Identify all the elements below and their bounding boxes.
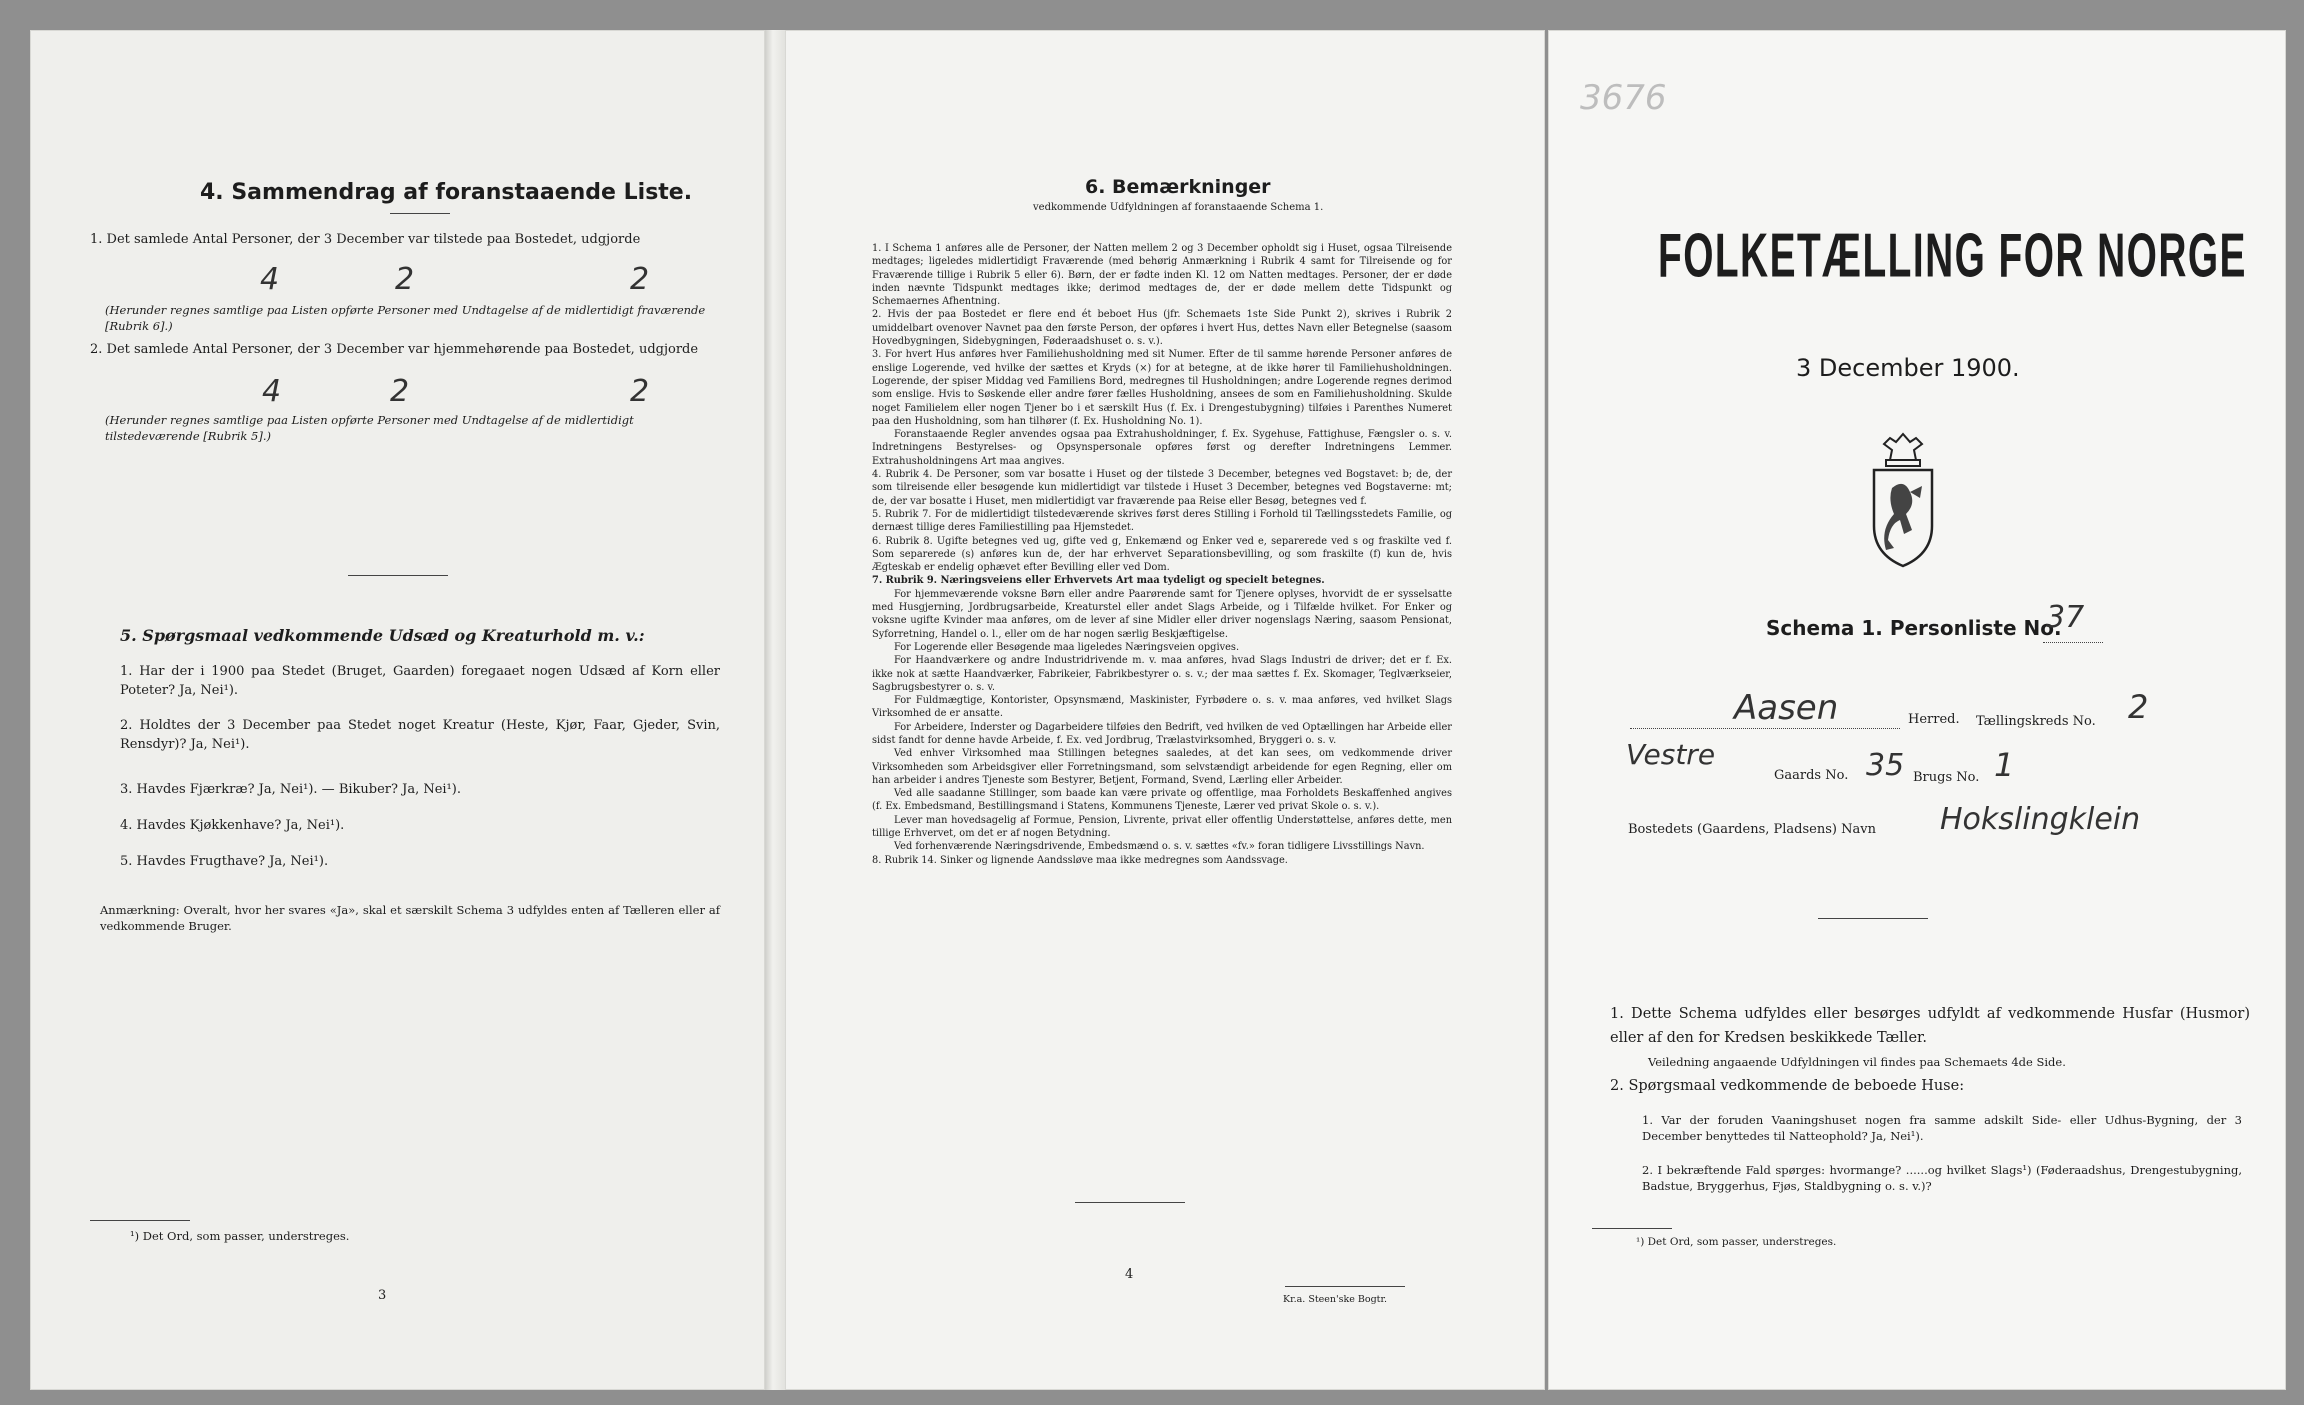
item1-note: (Herunder regnes samtlige paa Listen opførte Personer med Undtagelse af de midlertidigt fraværende [Rubrik 6].) xyxy=(105,303,706,333)
remark-paragraph: For Fuldmægtige, Kontorister, Opsynsmænd, Maskinister, Fyrbødere o. s. v. maa anføres, ved hvilket Slags Virksomhed de er ansatte. xyxy=(872,695,1452,720)
footnote: ¹) Det Ord, som passer, understreges. xyxy=(130,1229,350,1243)
archive-number: 3676 xyxy=(1580,78,1667,118)
remark-paragraph: 2. Hvis der paa Bostedet er flere end ét beboet Hus (jfr. Schemaets 1ste Side Punkt 2), skrives i Rubrik 2 umiddelbart ovenover Navnet paa den første Person, der opføres i hvert Hus, dettes Navn eller Betegnelse (saasom Hovedbygningen, Sidebygningen, Føderaadshuset o. s. v.). xyxy=(872,309,1452,348)
instruction-2-question-1: 1. Var der foruden Vaaningshuset nogen fra samme adskilt Side- eller Udhus-Bygning, der 3 December benyttedes til Natteophold? Ja, Nei¹). xyxy=(1642,1113,2242,1143)
remark-paragraph: 7. Rubrik 9. Næringsveiens eller Erhvervets Art maa tydeligt og specielt betegnes. xyxy=(872,575,1325,587)
middle-page xyxy=(785,30,1545,1390)
instruction-1: 1. Dette Schema udfyldes eller besørges udfyldt af vedkommende Husfar (Husmor) eller af den for Kredsen beskikkede Tæller. xyxy=(1610,1006,2250,1046)
remark-paragraph: Lever man hovedsagelig af Formue, Pension, Livrente, privat eller offentlig Understøttelse, anføres dette, men tillige Erhvervet, om det er af nogen Betydning. xyxy=(872,814,1452,840)
schema-number: 37 xyxy=(2046,600,2085,635)
instruction-2: 2. Spørgsmaal vedkommende de beboede Huse: xyxy=(1610,1078,1965,1094)
census-date: 3 December 1900. xyxy=(1796,354,2020,382)
page-number: 3 xyxy=(378,1288,387,1303)
page-number: 4 xyxy=(1125,1267,1134,1282)
remark-paragraph: 1. I Schema 1 anføres alle de Personer, der Natten mellem 2 og 3 December opholdt sig i Huset, ogsaa Tilreisende medtages; ligeledes midlertidigt Fraværende (med behørig Anmærkning i Rubrik 4 samt for Tilreisende og for Fraværende tillige i Rubrik 5 eller 6). Børn, der er fødte inden Kl. 12 om Natten medtages. Personer, der er døde inden nævnte Tidspunkt medtages ikke; derimod medtages de, der er døde mellem dette Tidspunkt og Schemaernes Afhentning. xyxy=(872,243,1452,308)
remark-paragraph: Ved forhenværende Næringsdrivende, Embedsmænd o. s. v. sættes «fv.» foran tidligere Livsstillings Navn. xyxy=(894,841,1425,853)
remark-paragraph: 8. Rubrik 14. Sinker og lignende Aandssløve maa ikke medregnes som Aandssvage. xyxy=(872,854,1288,866)
remark-paragraph: For hjemmeværende voksne Børn eller andre Paarørende samt for Tjenere oplyses, hvorvidt de er sysselsatte med Husgjerning, Jordbrugsarbeide, Kreaturstel eller andet Slags Arbeide, og i Tilfælde hvilket. For Enker og voksne ugifte Kvinder maa anføres, om de lever af sine Midler eller driver nogenslags Næring, saasom Pensionat, Syforretning, Handel o. l., eller om de har nogen særlig Beskjæftigelse. xyxy=(872,588,1452,640)
herred-label: Herred. xyxy=(1908,712,1960,727)
item2-text: 2. Det samlede Antal Personer, der 3 December var hjemmehørende paa Bostedet, udgjorde xyxy=(90,342,699,357)
divider xyxy=(1075,1202,1185,1203)
divider xyxy=(1818,918,1928,919)
main-title: FOLKETÆLLING FOR NORGE xyxy=(1658,221,2247,291)
item1-value-2: 2 xyxy=(395,262,415,297)
right-page xyxy=(1548,30,2286,1390)
remark-paragraph: 3. For hvert Hus anføres hver Familiehusholdning med sit Numer. Efter de til samme hørende Personer anføres de enslige Logerende, ved hvilke der sættes et Kryds (×) for at betegne, at de ikke hører til Familiehusholdningen. Logerende, der spiser Middag ved Familiens Bord, medregnes til Husholdningen; andre Logerende regnes derimod som enslige. Hvis to Søskende eller andre fører fælles Husholdning, ansees de som en Familiehusholdning. Skulde noget Familielem eller nogen Tjener bo i et særskilt Hus (f. Ex. i Drengestubygning) tilføies i Parenthes Numeret paa den Husholdning, som han tilhører (f. Ex. Husholdning No. 1). xyxy=(872,349,1452,427)
question-2: 2. Holdtes der 3 December paa Stedet noget Kreatur (Heste, Kjør, Faar, Gjeder, Svin, Rensdyr)? Ja, Nei¹). xyxy=(120,718,720,752)
question-5: 5. Havdes Frugthave? Ja, Nei¹). xyxy=(120,854,329,869)
remarks-subtitle: vedkommende Udfyldningen af foranstaaende Schema 1. xyxy=(1033,202,1324,213)
annotation-note: Anmærkning: Overalt, hvor her svares «Ja», skal et særskilt Schema 3 udfyldes enten af Tælleren eller af vedkommende Bruger. xyxy=(100,903,720,933)
item1-value-3: 2 xyxy=(630,262,650,297)
kreds-label: Tællingskreds No. xyxy=(1976,714,2096,729)
divider xyxy=(390,213,450,214)
binding-gutter xyxy=(765,30,785,1390)
remark-paragraph: 5. Rubrik 7. For de midlertidigt tilstedeværende skrives først deres Stilling i Forhold til Tællingsstedets Familie, og dernæst tillige deres Familiestilling paa Hjemstedet. xyxy=(872,508,1452,534)
question-4: 4. Havdes Kjøkkenhave? Ja, Nei¹). xyxy=(120,818,345,833)
question-1: 1. Har der i 1900 paa Stedet (Bruget, Gaarden) foregaaet nogen Udsæd af Korn eller Poteter? Ja, Nei¹). xyxy=(120,664,720,698)
footnote-divider xyxy=(1592,1228,1672,1229)
remark-paragraph: 6. Rubrik 8. Ugifte betegnes ved ug, gifte ved g, Enkemænd og Enker ved e, separerede ved s og fraskilte ved f. Som separerede (s) anføres kun de, der har erhvervet Separationsbevilling, og som fraskilte (f) kun de, hvis Ægteskab er endelig ophævet efter Bevilling eller ved Dom. xyxy=(872,535,1452,574)
remark-paragraph: Ved alle saadanne Stillinger, som baade kan være private og offentlige, maa Forholdets Beskaffenhed angives (f. Ex. Embedsmand, Bestillingsmand i Statens, Kommunens Tjeneste, Lærer ved privat Skole o. s. v.). xyxy=(872,788,1452,813)
brugs-value: 1 xyxy=(1994,746,2015,784)
herred-value: Aasen xyxy=(1734,688,1839,728)
remarks-body xyxy=(872,242,1452,867)
item1-text: 1. Det samlede Antal Personer, der 3 December var tilstede paa Bostedet, udgjorde xyxy=(90,232,641,247)
remark-paragraph: For Arbeidere, Inderster og Dagarbeidere tilføies den Bedrift, ved hvilken de ved Optællingen har Arbeide eller sidst fandt for denne havde Arbeide, f. Ex. ved Jordbrug, Trælastvirksomhed, Bryggeri o. s. v. xyxy=(872,721,1452,746)
remark-paragraph: For Logerende eller Besøgende maa ligeledes Næringsveien opgives. xyxy=(894,641,1240,653)
instruction-2-question-2: 2. I bekræftende Fald spørges: hvormange? ......og hvilket Slags¹) (Føderaadshus, Drengestubygning, Badstue, Bryggerhus, Fjøs, Staldbygning o. s. v.)? xyxy=(1642,1163,2242,1193)
dotted-line xyxy=(2043,642,2103,643)
printer-rule xyxy=(1285,1286,1405,1287)
remark-paragraph: Foranstaaende Regler anvendes ogsaa paa Extrahusholdninger, f. Ex. Sygehuse, Fattighuse, Fængsler o. s. v. Indretningens Bestyrelses- og Opsynspersonale opføres først og derefter Indretningens Lemmer. Extrahusholdningens Art maa angives. xyxy=(872,429,1452,467)
remark-paragraph: 4. Rubrik 4. De Personer, som var bosatte i Huset og der tilstede 3 December, betegnes ved Bogstavet: b; de, der som tilreisende eller besøgende kun midlertidigt var tilstede i Huset 3 December, betegnes ved Bogstaverne: mt; de, der var bosatte i Huset, men midlertidigt var fraværende paa Reise eller Besøg, betegnes ved f. xyxy=(872,469,1452,507)
gaard-prefix: Vestre xyxy=(1626,738,1716,771)
footnote-divider xyxy=(90,1220,190,1221)
item2-value-1: 4 xyxy=(262,374,282,409)
section4-title: 4. Sammendrag af foranstaaende Liste. xyxy=(200,180,693,205)
coat-of-arms-icon xyxy=(1870,430,1936,570)
bosted-value: Hokslingklein xyxy=(1940,802,2141,837)
kreds-value: 2 xyxy=(2128,688,2149,726)
printer-mark: Kr.a. Steen'ske Bogtr. xyxy=(1283,1294,1388,1305)
item2-value-2: 2 xyxy=(390,374,410,409)
footnote: ¹) Det Ord, som passer, understreges. xyxy=(1636,1236,1837,1248)
item1-value-1: 4 xyxy=(260,262,280,297)
left-page xyxy=(30,30,765,1390)
dotted-line xyxy=(1630,728,1900,729)
item2-value-3: 2 xyxy=(630,374,650,409)
question-3: 3. Havdes Fjærkræ? Ja, Nei¹). — Bikuber? Ja, Nei¹). xyxy=(120,782,461,797)
bosted-label: Bostedets (Gaardens, Pladsens) Navn xyxy=(1628,822,1876,837)
gaards-label: Gaards No. xyxy=(1774,768,1849,783)
schema-label: Schema 1. Personliste No. xyxy=(1766,616,2062,640)
brugs-label: Brugs No. xyxy=(1913,770,1980,785)
remark-paragraph: Ved enhver Virksomhed maa Stillingen betegnes saaledes, at det kan sees, om vedkommende driver Virksomheden som Arbeidsgiver eller Forretningsmand, som selvstændigt arbeidende for egen Regning, eller om han arbeider i andres Tjeneste som Bestyrer, Betjent, Formand, Svend, Lærling eller Arbeider. xyxy=(872,748,1452,786)
gaards-value: 35 xyxy=(1866,748,1905,783)
item2-note: (Herunder regnes samtlige paa Listen opførte Personer med Undtagelse af de midlertidigt tilstedeværende [Rubrik 5].) xyxy=(105,413,634,443)
section5-title: 5. Spørgsmaal vedkommende Udsæd og Kreaturhold m. v.: xyxy=(120,626,645,645)
instruction-1-note: Veiledning angaaende Udfyldningen vil findes paa Schemaets 4de Side. xyxy=(1648,1055,2066,1069)
remarks-title: 6. Bemærkninger xyxy=(1085,176,1271,198)
remark-paragraph: For Haandværkere og andre Industridrivende m. v. maa anføres, hvad Slags Industri de driver; det er f. Ex. ikke nok at sætte Haandværker, Fabrikeier, Fabrikbestyrer o. s. v.; der maa sættes f. Ex. Skomager, Teglværkseier, Sagbrugsbestyrer o. s. v. xyxy=(872,655,1452,693)
divider xyxy=(348,575,448,576)
